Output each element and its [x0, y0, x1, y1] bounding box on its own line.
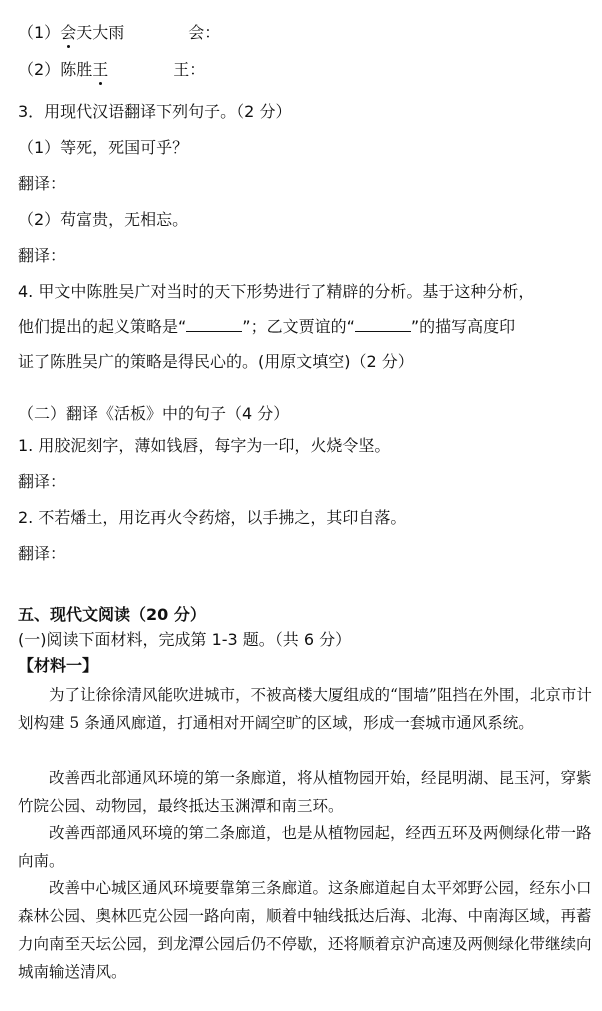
q1-item-1-prefix: （1）: [18, 23, 61, 42]
material-paragraph-1: 为了让徐徐清风能吹进城市，不被高楼大厦组成的“围墙”阻挡在外围，北京市计划构建 5 条通风廊道，打通相对开阔空旷的区域，形成一套城市通风系统。: [18, 686, 592, 732]
q4-line-3: 证了陈胜吴广的策略是得民心的。(用原文填空)（2 分）: [18, 352, 414, 371]
q1-item-2-answer-label: 王：: [173, 60, 206, 79]
q4-blank-1[interactable]: [186, 317, 242, 332]
section2-translation-label-2: 翻译：: [18, 544, 67, 563]
q1-item-1-text: 天大雨: [76, 23, 125, 42]
section5-sub-heading: (一)阅读下面材料，完成第 1-3 题。（共 6 分）: [18, 630, 352, 649]
q1-item-2: [18, 59, 594, 81]
q3-translation-label-1: 翻译：: [18, 174, 67, 193]
material-paragraph-2: 改善西北部通风环境的第一条廊道，将从植物园开始，经昆明湖、昆玉河，穿紫竹院公园、动物园，最终抵达玉渊潭和南三环。: [18, 769, 592, 815]
q1-item-2-text: 陈胜: [60, 60, 93, 79]
q3-sentence-2: （2）苟富贵，无相忘。: [18, 210, 189, 229]
q4-line-2: [18, 316, 594, 338]
q4-line-2-part-c: ”的描写高度印: [410, 317, 516, 336]
material-paragraph-3: 改善西部通风环境的第二条廊道，也是从植物园起，经西五环及两侧绿化带一路向南。: [18, 824, 592, 870]
q1-item-2-prefix: （2）: [18, 60, 61, 79]
section2-sentence-1: 1. 用胶泥刻字，薄如钱唇，每字为一印，火烧令坚。: [18, 436, 391, 455]
q3-title: 3．用现代汉语翻译下列句子。（2 分）: [18, 102, 292, 121]
q1-item-1-answer-label: 会：: [188, 23, 221, 42]
material-1-label: 【材料一】: [18, 656, 99, 675]
q3-translation-label-2: 翻译：: [18, 246, 67, 265]
q1-item-1-emphasized-char: 会: [60, 23, 77, 42]
q4-line-2-part-b: ”；乙文贾谊的“: [242, 317, 355, 336]
q4-blank-2[interactable]: [355, 317, 411, 332]
q1-item-2-emphasized-char: 王: [92, 60, 109, 79]
section2-title: （二）翻译《活板》中的句子（4 分）: [18, 404, 290, 423]
section5-heading: 五、现代文阅读（20 分）: [18, 605, 206, 624]
q3-sentence-1: （1）等死，死国可乎？: [18, 138, 189, 157]
section2-sentence-2: 2. 不若燔土，用讫再火令药熔，以手拂之，其印自落。: [18, 508, 407, 527]
q1-item-1: [18, 22, 594, 44]
q4-line-1: 4. 甲文中陈胜吴广对当时的天下形势进行了精辟的分析。基于这种分析，: [18, 282, 535, 301]
q4-line-2-part-a: 他们提出的起义策略是“: [18, 317, 187, 336]
material-paragraph-4: 改善中心城区通风环境要靠第三条廊道。这条廊道起自太平郊野公园，经东小口森林公园、奥林匹克公园一路向南，顺着中轴线抵达后海、北海、中南海区域，再蓄力向南至天坛公园，到龙潭公园后仍不停歇，还将顺着京沪高速及两侧绿化带继续向城南输送清风。: [18, 879, 592, 981]
section2-translation-label-1: 翻译：: [18, 472, 67, 491]
